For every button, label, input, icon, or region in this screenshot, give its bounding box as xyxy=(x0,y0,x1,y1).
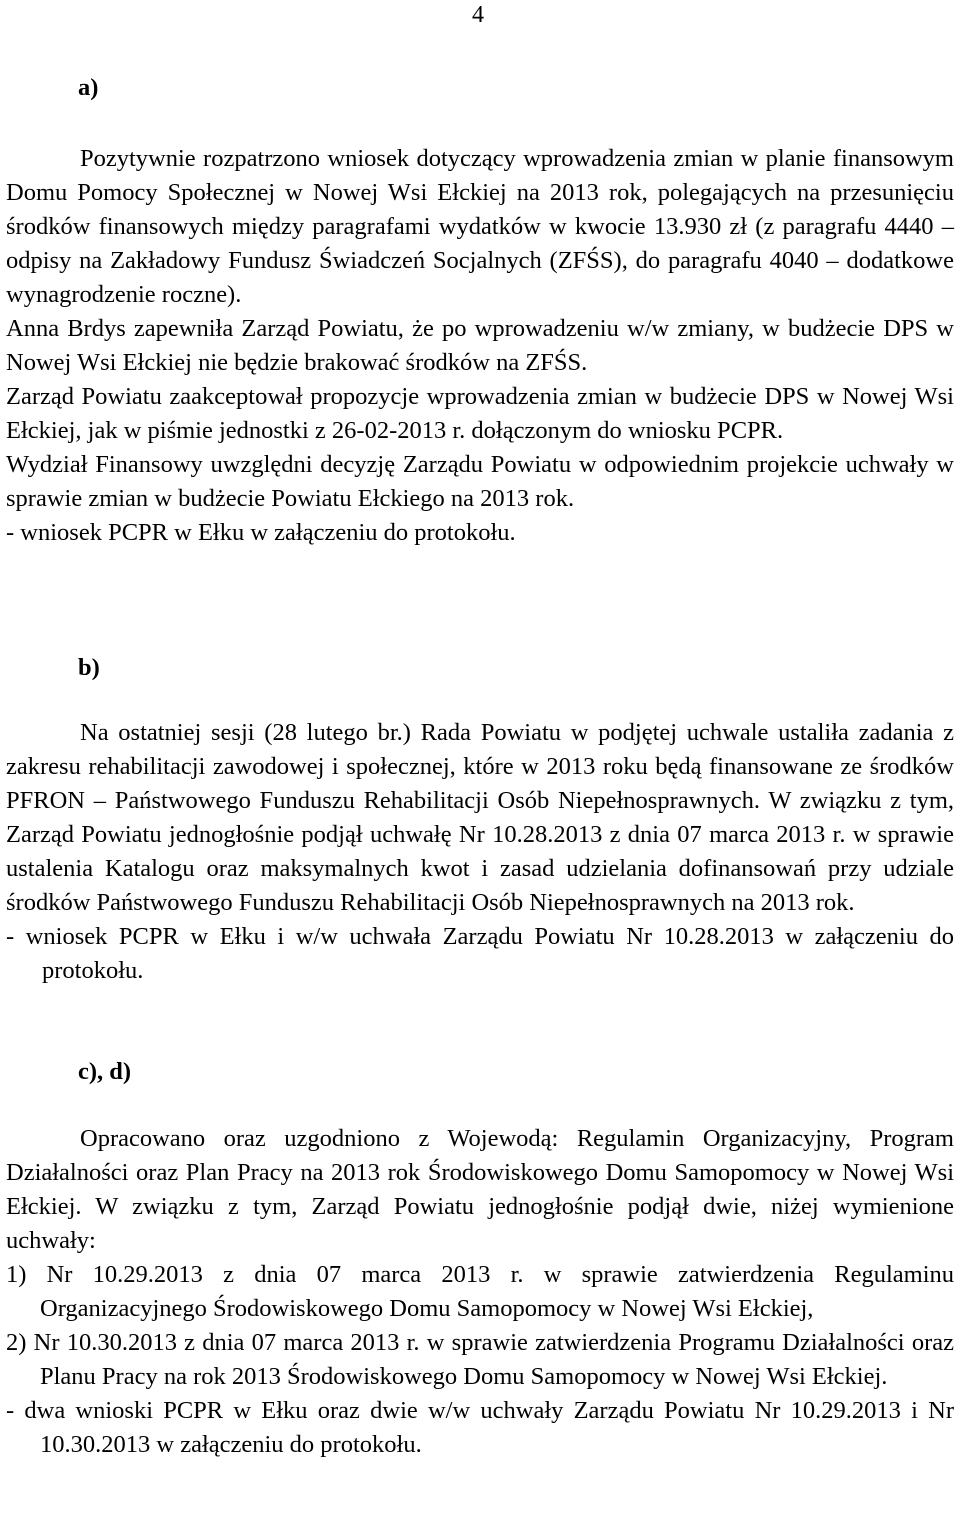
section-b-attachment-note: - wniosek PCPR w Ełku i w/w uchwała Zarządu Powiatu Nr 10.28.2013 w załączeniu do protokołu. xyxy=(6,923,954,984)
section-cd-paragraph-1: Opracowano oraz uzgodniono z Wojewodą: Regulamin Organizacyjny, Program Działalności oraz Plan Pracy na 2013 rok Środowiskowego Domu Samopomocy w Nowej Wsi Ełckiej. W związku z tym, Zarząd Powiatu jednogłośnie podjął dwie, niżej wymienione uchwały: xyxy=(6,1125,954,1254)
resolution-list-item-1: 1) Nr 10.29.2013 z dnia 07 marca 2013 r. w sprawie zatwierdzenia Regulaminu Organizacyjnego Środowiskowego Domu Samopomocy w Nowej Wsi Ełckiej, xyxy=(6,1261,954,1322)
section-a-heading: a) xyxy=(78,74,99,101)
section-b-paragraph-1: Na ostatniej sesji (28 lutego br.) Rada Powiatu w podjętej uchwale ustaliła zadania z zakresu rehabilitacji zawodowej i społecznej, które w 2013 roku będą finansowane ze środków PFRON – Państwowego Funduszu Rehabilitacji Osób Niepełnosprawnych. W związku z tym, Zarząd Powiatu jednogłośnie podjął uchwałę Nr 10.28.2013 z dnia 07 marca 2013 r. w sprawie ustalenia Katalogu oraz maksymalnych kwot i zasad udzielania dofinansowań przy udziale środków Państwowego Funduszu Rehabilitacji Osób Niepełnosprawnych na 2013 rok. xyxy=(6,719,954,916)
section-a-attachment-note: - wniosek PCPR w Ełku w załączeniu do protokołu. xyxy=(6,519,516,546)
section-a-paragraph-3: Zarząd Powiatu zaakceptował propozycje wprowadzenia zmian w budżecie DPS w Nowej Wsi Ełckiej, jak w piśmie jednostki z 26-02-2013 r. dołączonym do wniosku PCPR. xyxy=(6,383,954,444)
section-cd-body xyxy=(6,1122,954,1462)
resolution-list-item-2: 2) Nr 10.30.2013 z dnia 07 marca 2013 r. w sprawie zatwierdzenia Programu Działalności oraz Planu Pracy na rok 2013 Środowiskowego Domu Samopomocy w Nowej Wsi Ełckiej. xyxy=(6,1329,954,1390)
section-a-paragraph-2: Anna Brdys zapewniła Zarząd Powiatu, że po wprowadzeniu w/w zmiany, w budżecie DPS w Nowej Wsi Ełckiej nie będzie brakować środków na ZFŚS. xyxy=(6,315,954,376)
section-b-body xyxy=(6,716,954,988)
section-a-paragraph-4: Wydział Finansowy uwzględni decyzję Zarządu Powiatu w odpowiednim projekcie uchwały w sprawie zmian w budżecie Powiatu Ełckiego na 2013 rok. xyxy=(6,451,954,512)
section-a-paragraph-1: Pozytywnie rozpatrzono wniosek dotyczący wprowadzenia zmian w planie finansowym Domu Pomocy Społecznej w Nowej Wsi Ełckiej na 2013 rok, polegających na przesunięciu środków finansowych między paragrafami wydatków w kwocie 13.930 zł (z paragrafu 4440 – odpisy na Zakładowy Fundusz Świadczeń Socjalnych (ZFŚS), do paragrafu 4040 – dodatkowe wynagrodzenie roczne). xyxy=(6,145,954,308)
section-cd-attachment-note: - dwa wnioski PCPR w Ełku oraz dwie w/w uchwały Zarządu Powiatu Nr 10.29.2013 i Nr 10.30.2013 w załączeniu do protokołu. xyxy=(6,1397,954,1458)
section-b-heading: b) xyxy=(78,654,100,681)
section-a-body xyxy=(6,142,954,550)
section-cd-heading: c), d) xyxy=(78,1058,132,1085)
page-number: 4 xyxy=(472,2,484,28)
